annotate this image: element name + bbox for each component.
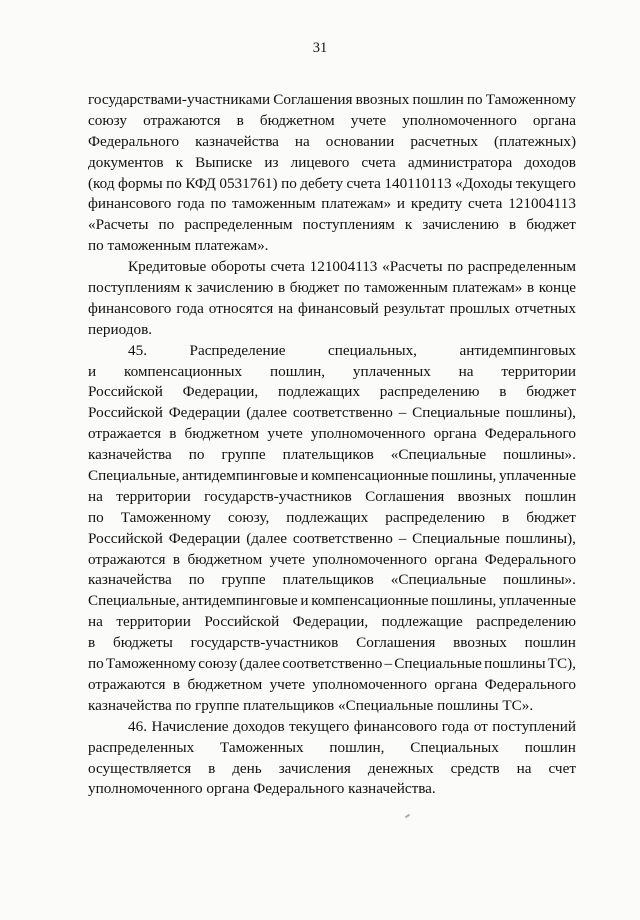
text-line — [88, 111, 576, 132]
word: Специальные — [394, 655, 482, 673]
word: союзу, — [228, 508, 270, 526]
word: Таможенному — [485, 91, 576, 108]
word: пошлин — [412, 91, 464, 108]
word: пошлин — [524, 487, 576, 505]
word: КФД — [185, 174, 216, 192]
word: на — [458, 362, 474, 380]
word: территории — [116, 487, 191, 505]
word: органа — [433, 425, 477, 443]
word: текущего — [289, 717, 350, 735]
word: пошлины». — [503, 446, 576, 464]
word: распределению — [476, 613, 576, 631]
text-line — [88, 508, 576, 529]
word: Федерации — [168, 529, 241, 547]
word: 45. — [128, 341, 147, 359]
word: уплаченных — [352, 362, 431, 380]
word: по — [166, 174, 182, 192]
word: и — [88, 362, 97, 380]
word: распределению — [379, 383, 480, 401]
word: и — [396, 195, 406, 213]
word: кредиту — [410, 195, 463, 213]
word: пошлин, — [269, 362, 326, 380]
word: день — [232, 759, 262, 777]
word: в — [208, 759, 216, 777]
line-text: по таможенным платежам». — [88, 237, 269, 255]
word: обороты — [211, 258, 266, 276]
line-text: уполномоченного органа Федерального казначейства. — [88, 780, 436, 798]
word: 121004113 — [309, 258, 378, 276]
word: отражаются — [88, 550, 166, 568]
word: органа — [532, 111, 576, 129]
word: конце — [538, 279, 576, 297]
word: пошлины, — [431, 467, 497, 485]
word: на — [294, 132, 310, 150]
word: распределению — [385, 508, 486, 526]
paragraph — [88, 717, 576, 801]
text-line — [88, 257, 576, 278]
line-text: периодов. — [88, 320, 153, 338]
word: пошлин, — [329, 738, 385, 756]
paragraph — [88, 341, 576, 717]
word: в — [499, 383, 507, 401]
word: Федерального — [484, 550, 576, 568]
word: платежам» — [321, 195, 392, 213]
word: распределенных — [88, 738, 195, 756]
word: в — [172, 550, 181, 568]
word: в — [172, 675, 181, 693]
word: – — [384, 655, 393, 673]
word: органа — [434, 675, 478, 693]
word: счет — [548, 759, 576, 777]
word: основании — [325, 132, 395, 150]
word: союзу — [198, 655, 238, 673]
word: территории — [501, 362, 576, 380]
word: ввозных — [453, 634, 507, 652]
word: учете — [267, 425, 303, 443]
word: по — [210, 195, 227, 213]
text-line — [88, 174, 576, 195]
text-line — [88, 403, 576, 424]
word: государствами-участниками — [88, 91, 271, 108]
word: финансового — [88, 299, 172, 317]
text-line — [88, 132, 576, 153]
word: Федерального — [484, 425, 576, 443]
word: ТС), — [547, 655, 576, 673]
word: отражаются — [88, 675, 166, 693]
word: осуществляется — [88, 759, 192, 777]
word: по — [447, 258, 464, 276]
text-line — [88, 90, 576, 111]
text-line — [88, 612, 576, 633]
word: Начисление — [151, 717, 229, 735]
word: Российской — [204, 613, 280, 631]
word: специальных, — [328, 341, 417, 359]
word: и — [300, 467, 309, 485]
word: к — [175, 153, 184, 171]
line-text: казначейства по группе плательщиков «Специальные пошлины ТС». — [88, 696, 534, 714]
word: счета — [361, 153, 396, 171]
text-line — [88, 341, 576, 362]
word: уполномоченного — [402, 111, 517, 129]
word: года — [441, 717, 470, 735]
word: на — [88, 613, 103, 631]
word: поступлениям — [302, 216, 395, 234]
word: счета — [346, 174, 381, 192]
text-line — [88, 320, 576, 341]
word: казначейства — [88, 571, 172, 589]
word: 121004113 — [508, 195, 576, 213]
word: уполномоченного — [310, 425, 426, 443]
word: года — [176, 299, 204, 317]
word: таможенным — [231, 195, 316, 213]
word: соответственно — [282, 655, 383, 673]
word: от — [473, 717, 488, 735]
word: зачислению — [196, 279, 274, 297]
text-line — [88, 466, 576, 487]
paragraph — [88, 90, 576, 257]
text-line — [88, 654, 576, 675]
word: Выписке — [195, 153, 253, 171]
word: в — [236, 111, 244, 129]
word: документов — [88, 153, 164, 171]
word: компенсационные — [311, 467, 429, 485]
text-line — [88, 759, 576, 780]
word: на — [278, 299, 294, 317]
word: соответственно — [292, 529, 393, 547]
word: бюджетном — [259, 111, 335, 129]
word: – — [398, 404, 407, 422]
text-line — [88, 445, 576, 466]
text-line — [88, 153, 576, 174]
word: Федерального — [484, 675, 576, 693]
word: к — [404, 216, 413, 234]
word: «Специальные — [390, 446, 487, 464]
word: пошлины — [484, 655, 546, 673]
word: Специальные — [412, 404, 500, 422]
text-line — [88, 299, 576, 320]
text-line — [88, 633, 576, 654]
text-line — [88, 738, 576, 759]
text-line — [88, 529, 576, 550]
word: пошлины». — [503, 571, 576, 589]
word: бюджет — [526, 508, 576, 526]
word: уплаченные — [498, 592, 576, 610]
word: по — [188, 571, 205, 589]
word: пошлины), — [505, 404, 576, 422]
word: отражаются — [143, 111, 221, 129]
word: Распределение — [189, 341, 286, 359]
word: по — [88, 655, 104, 673]
word: распределенным — [467, 258, 576, 276]
text-line — [88, 382, 576, 403]
word: плательщиков — [282, 446, 374, 464]
word: пошлины), — [505, 529, 576, 547]
scan-artifact — [405, 814, 410, 819]
word: уплаченные — [498, 467, 576, 485]
word: бюджет — [526, 383, 576, 401]
text-line — [88, 236, 576, 257]
word: уполномоченного — [312, 550, 427, 568]
word: в — [508, 216, 517, 234]
word: относятся — [208, 299, 274, 317]
word: (далее — [239, 655, 281, 673]
word: бюджетном — [187, 675, 263, 693]
word: Соглашения — [365, 487, 445, 505]
word: пошлин — [524, 738, 576, 756]
word: отчетных — [514, 299, 576, 317]
word: «Доходы — [455, 174, 513, 192]
word: доходов — [524, 153, 576, 171]
word: государств-участников — [190, 634, 339, 652]
word: в — [88, 634, 96, 652]
word: Таможенному — [120, 508, 212, 526]
word: Федерации, — [182, 383, 259, 401]
word: Российской — [88, 529, 163, 547]
word: ввозных — [457, 487, 512, 505]
word: счета — [468, 195, 503, 213]
word: учете — [269, 675, 305, 693]
word: пошлины, — [431, 592, 497, 610]
word: Специальные, — [88, 592, 180, 610]
text-line — [88, 591, 576, 612]
word: органа — [434, 550, 478, 568]
text-line — [88, 717, 576, 738]
word: бюджет — [526, 216, 576, 234]
text-line — [88, 779, 576, 800]
word: (далее — [246, 529, 287, 547]
word: на — [516, 759, 532, 777]
word: по — [158, 216, 175, 234]
word: бюджетном — [184, 425, 260, 443]
word: таможенным — [364, 279, 448, 297]
word: Соглашения — [273, 91, 353, 108]
word: Таможенных — [220, 738, 304, 756]
paragraph — [88, 257, 576, 341]
word: «Специальные — [390, 571, 487, 589]
word: формы — [118, 174, 163, 192]
word: подлежащих — [277, 383, 360, 401]
text-line — [88, 215, 576, 236]
word: поступлениям — [88, 279, 181, 297]
word: компенсационные — [311, 592, 429, 610]
word: Российской — [88, 383, 163, 401]
text-line — [88, 487, 576, 508]
word: союзу — [88, 111, 127, 129]
text-line — [88, 194, 576, 215]
word: года — [177, 195, 205, 213]
word: Специальных — [410, 738, 499, 756]
word: расчетных — [410, 132, 479, 150]
word: учете — [350, 111, 387, 129]
word: территории — [116, 613, 191, 631]
word: (далее — [246, 404, 287, 422]
text-line — [88, 362, 576, 383]
word: в — [277, 279, 286, 297]
text-line — [88, 570, 576, 591]
word: бюджет — [289, 279, 340, 297]
word: в — [526, 279, 535, 297]
word: доходов — [233, 717, 285, 735]
word: платежам» — [452, 279, 523, 297]
word: плательщиков — [282, 571, 374, 589]
word: Специальные, — [88, 467, 180, 485]
word: Таможенному — [105, 655, 197, 673]
word: по — [466, 91, 483, 108]
word: «Расчеты — [88, 216, 149, 234]
document-body — [88, 90, 576, 800]
word: антидемпинговых — [459, 341, 576, 359]
word: казначейства — [88, 446, 172, 464]
word: и — [300, 592, 309, 610]
word: Российской — [88, 404, 163, 422]
word: зачислению — [422, 216, 499, 234]
word: Соглашения — [356, 634, 436, 652]
word: подлежащие — [381, 613, 463, 631]
word: лицевого — [290, 153, 350, 171]
word: денежных — [367, 759, 434, 777]
word: по — [188, 446, 205, 464]
word: группе — [221, 446, 266, 464]
word: к — [184, 279, 193, 297]
word: зачисления — [278, 759, 351, 777]
word: финансового — [353, 717, 438, 735]
word: пошлин — [524, 634, 576, 652]
word: из — [264, 153, 279, 171]
page-number: 31 — [312, 40, 328, 56]
word: на — [88, 487, 103, 505]
word: администратора — [407, 153, 513, 171]
word: антидемпинговые — [182, 592, 298, 610]
word: Федерации, — [292, 613, 369, 631]
word: «Расчеты — [382, 258, 443, 276]
word: бюджеты — [112, 634, 173, 652]
word: поступлений — [492, 717, 576, 735]
word: в — [169, 425, 177, 443]
word: распределенным — [184, 216, 293, 234]
word: государств-участников — [204, 487, 352, 505]
word: 46. — [128, 717, 147, 735]
word: по — [344, 279, 360, 297]
word: Кредитовые — [128, 258, 207, 276]
word: счета — [270, 258, 305, 276]
text-line — [88, 675, 576, 696]
word: финансового — [88, 195, 172, 213]
word: антидемпинговые — [182, 467, 298, 485]
word: группе — [221, 571, 266, 589]
word: Специальные — [412, 529, 500, 547]
word: отражается — [88, 425, 162, 443]
word: по — [281, 174, 297, 192]
word: (платежных) — [494, 132, 576, 150]
word: соответственно — [292, 404, 393, 422]
word: по — [88, 508, 104, 526]
word: прошлых — [449, 299, 510, 317]
text-line — [88, 696, 576, 717]
word: (код — [88, 174, 115, 192]
text-line — [88, 278, 576, 299]
word: бюджетном — [187, 550, 263, 568]
word: подлежащих — [286, 508, 369, 526]
word: казначейства — [195, 132, 279, 150]
word: дебету — [300, 174, 344, 192]
text-line — [88, 424, 576, 445]
word: результат — [383, 299, 445, 317]
text-line — [88, 550, 576, 571]
word: 0531761) — [219, 174, 278, 192]
word: 140110113 — [384, 174, 452, 192]
word: текущего — [515, 174, 576, 192]
word: Федерации — [168, 404, 241, 422]
word: учете — [269, 550, 305, 568]
word: ввозных — [355, 91, 410, 108]
word: уполномоченного — [312, 675, 427, 693]
word: финансовый — [298, 299, 379, 317]
word: Федерального — [88, 132, 180, 150]
word: – — [398, 529, 407, 547]
word: компенсационных — [124, 362, 243, 380]
word: средств — [450, 759, 500, 777]
word: в — [502, 508, 510, 526]
